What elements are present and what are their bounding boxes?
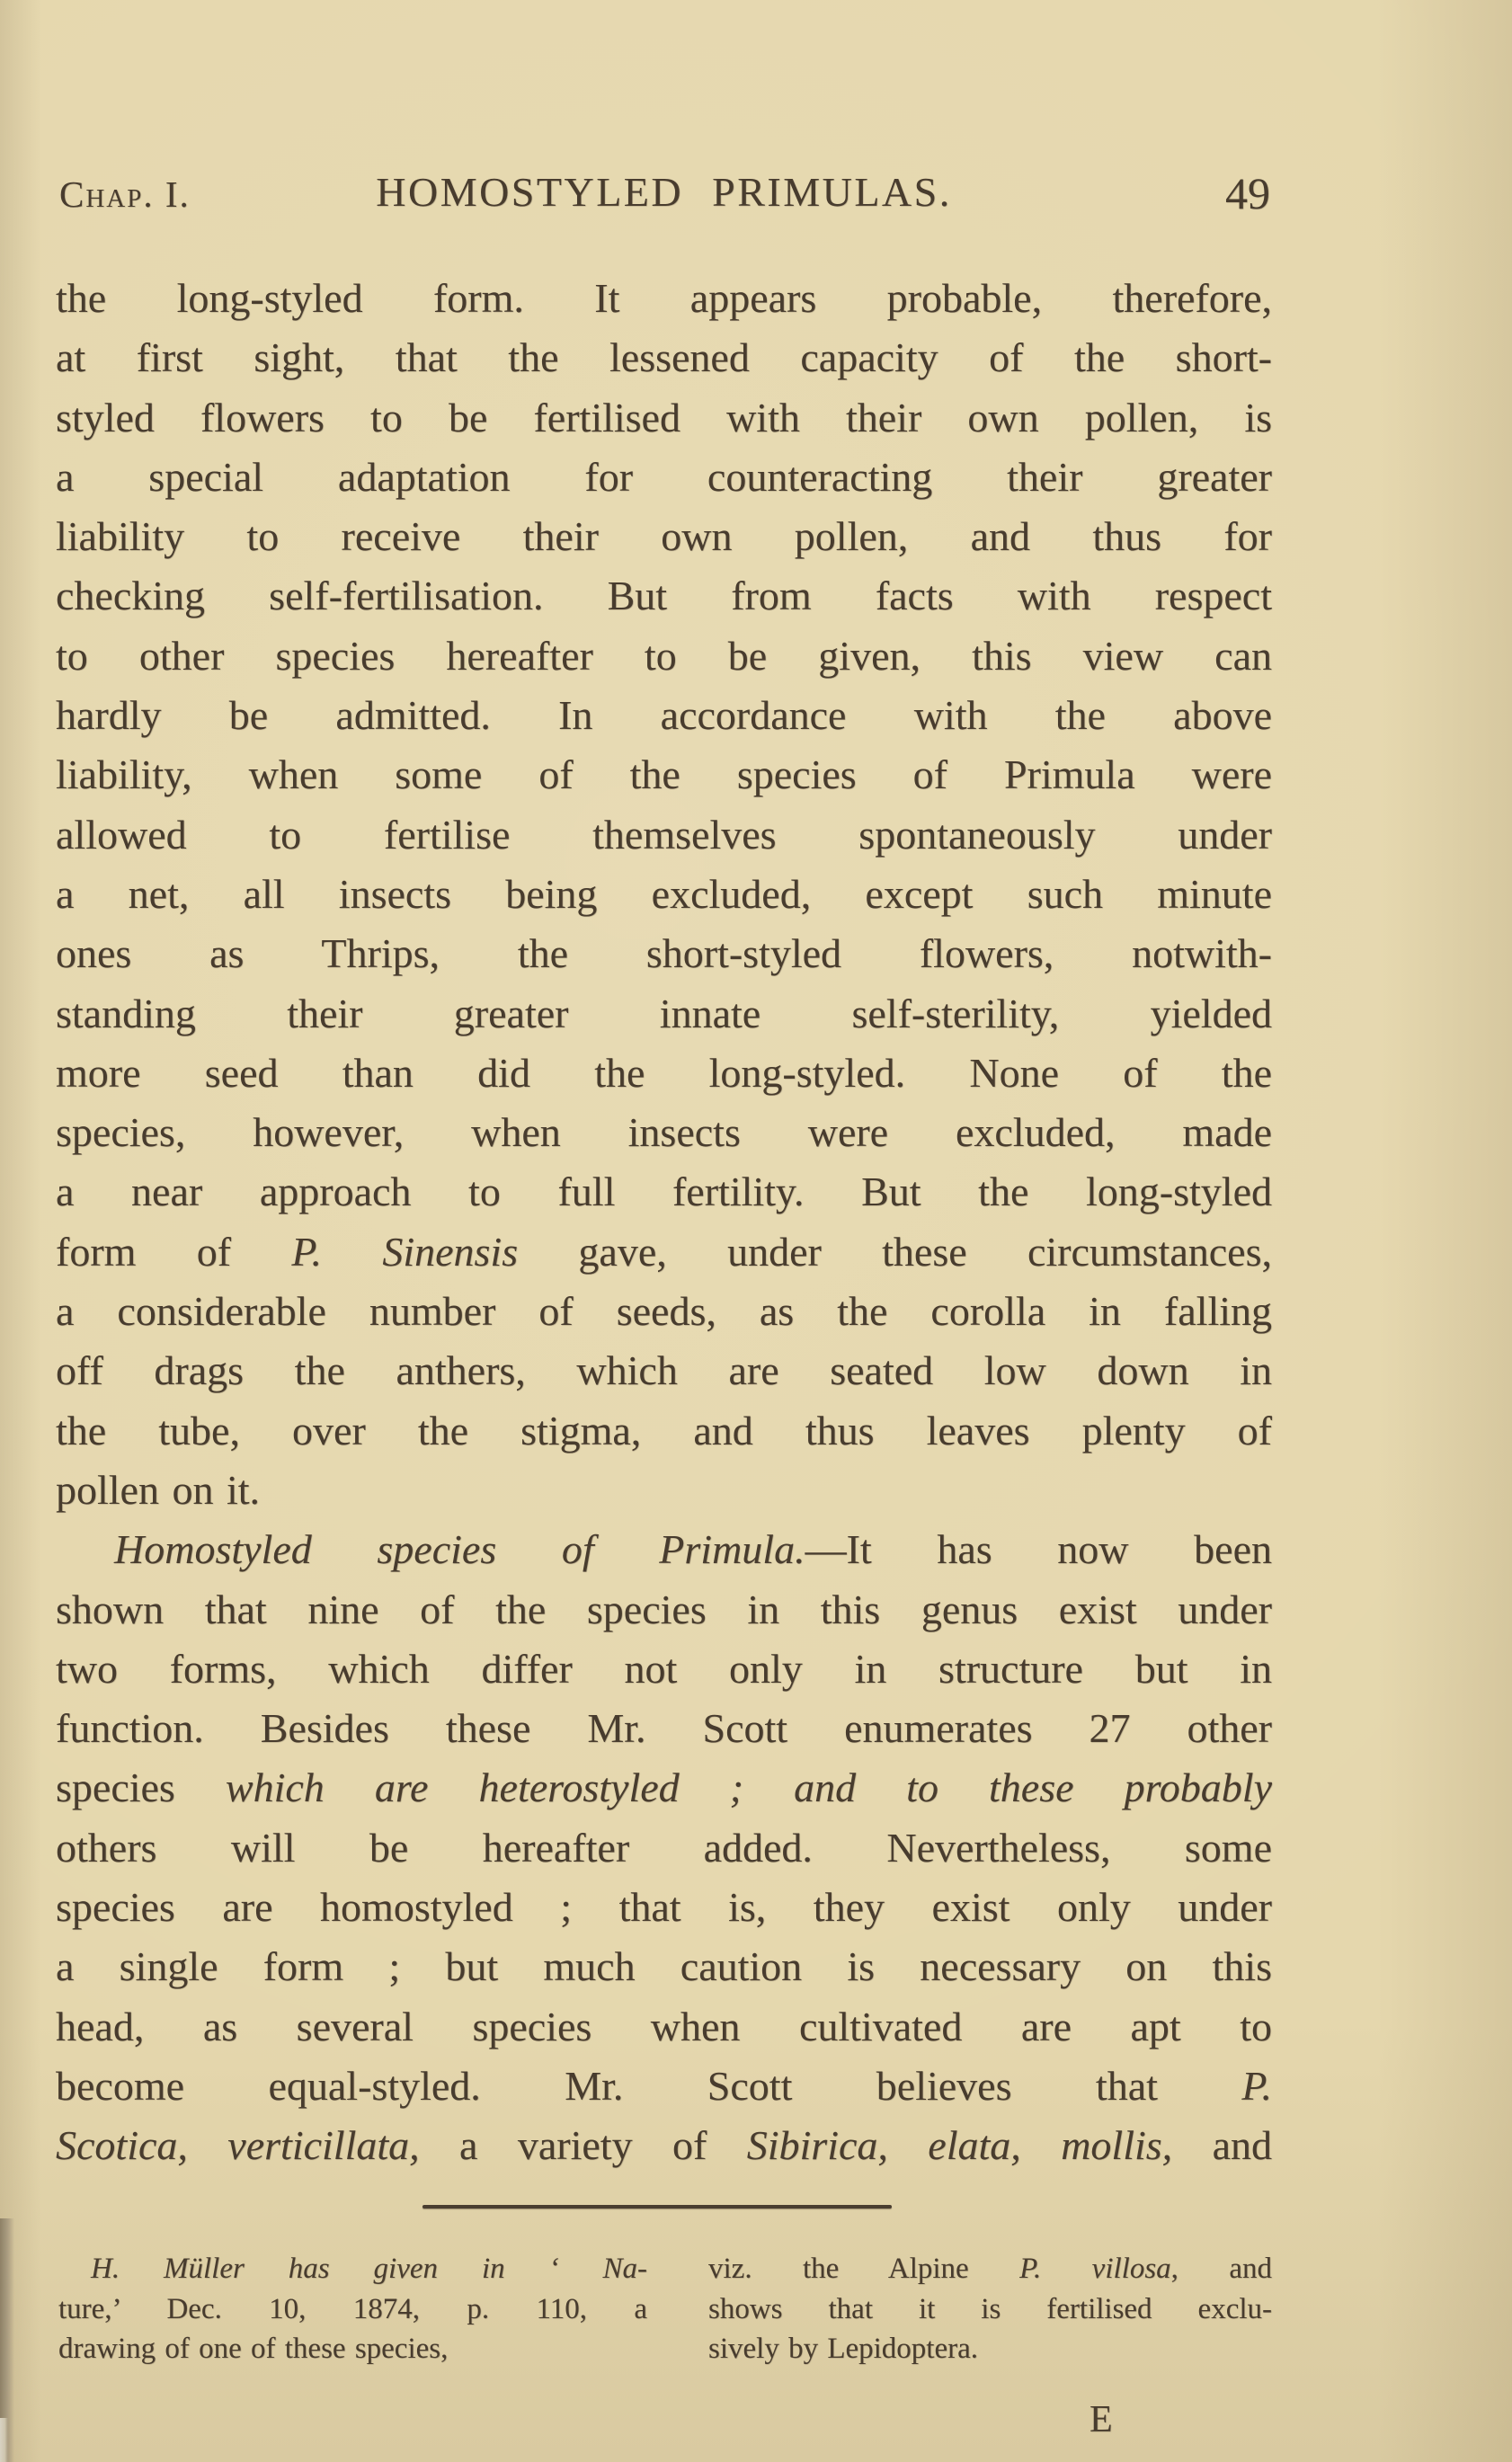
body-line: at first sight, that the lessened capacity of the short- (56, 334, 1272, 381)
chapter-label: Chap. I. (59, 173, 191, 215)
body-line: a net, all insects being excluded, except such minute (56, 870, 1272, 917)
body-line: off drags the anthers, which are seated low down in (56, 1347, 1272, 1394)
body-line: ones as Thrips, the short-styled flowers, notwith- (56, 930, 1272, 977)
body-line: a special adaptation for counteracting their greater (56, 453, 1272, 500)
signature-mark: E (1090, 2399, 1114, 2440)
footnote-line: shows that it is fertilised exclu- (708, 2292, 1272, 2325)
body-line: to other species hereafter to be given, this view can (56, 632, 1272, 679)
body-line: styled flowers to be fertilised with their own pollen, is (56, 394, 1272, 440)
running-title: HOMOSTYLED PRIMULAS. (376, 169, 952, 215)
body-line: hardly be admitted. In accordance with the above (56, 692, 1272, 739)
body-line: liability to receive their own pollen, and thus for (56, 513, 1272, 560)
page-number: 49 (1225, 168, 1270, 218)
body-line: checking self-fertilisation. But from facts with respect (56, 573, 1272, 619)
footnote-left-column (58, 2249, 647, 2369)
body-line: species which are heterostyled ; and to these probably (56, 1764, 1272, 1811)
body-line: liability, when some of the species of Primula were (56, 751, 1272, 798)
body-line: the tube, over the stigma, and thus leaves plenty of (56, 1407, 1272, 1453)
body-line: a near approach to full fertility. But the long-styled (56, 1169, 1272, 1215)
body-line: the long-styled form. It appears probable, therefore, (56, 275, 1272, 321)
footnote-separator (422, 2205, 892, 2209)
footnote-line: viz. the Alpine P. villosa, and (708, 2253, 1272, 2285)
body-line: more seed than did the long-styled. None of the (56, 1049, 1272, 1096)
footnote-line: ture,’ Dec. 10, 1874, p. 110, a (58, 2292, 647, 2325)
footnote-line: H. Müller has given in ‘ Na- (91, 2253, 647, 2285)
body-line: species are homostyled ; that is, they exist only under (56, 1884, 1272, 1931)
body-text-block (56, 269, 1272, 2176)
body-line: a single form ; but much caution is necessary on this (56, 1943, 1272, 1990)
footnote-line: sively by Lepidoptera. (708, 2333, 979, 2365)
body-line: Homostyled species of Primula.—It has now been (114, 1526, 1272, 1573)
body-line: function. Besides these Mr. Scott enumerates 27 other (56, 1705, 1272, 1752)
body-line: head, as several species when cultivated are apt to (56, 2003, 1272, 2049)
header (56, 167, 1272, 216)
body-line: a considerable number of seeds, as the corolla in falling (56, 1288, 1272, 1335)
body-line: pollen on it. (56, 1466, 261, 1513)
body-line: species, however, when insects were excluded, made (56, 1109, 1272, 1156)
body-line: become equal-styled. Mr. Scott believes that P. (56, 2062, 1272, 2109)
body-line: allowed to fertilise themselves spontaneously under (56, 811, 1272, 858)
body-line: standing their greater innate self-sterility, yielded (56, 990, 1272, 1036)
footnote-right-column (708, 2249, 1272, 2369)
body-line: others will be hereafter added. Nevertheless, some (56, 1824, 1272, 1871)
body-line: shown that nine of the species in this genus exist under (56, 1586, 1272, 1632)
body-line: form of P. Sinensis gave, under these circumstances, (56, 1228, 1272, 1275)
book-spine-edge-highlight (0, 2418, 8, 2462)
body-line: two forms, which differ not only in structure but in (56, 1645, 1272, 1692)
footnote-line: drawing of one of these species, (58, 2333, 449, 2365)
body-line: Scotica, verticillata, a variety of Sibirica, elata, mollis, and (56, 2122, 1272, 2169)
